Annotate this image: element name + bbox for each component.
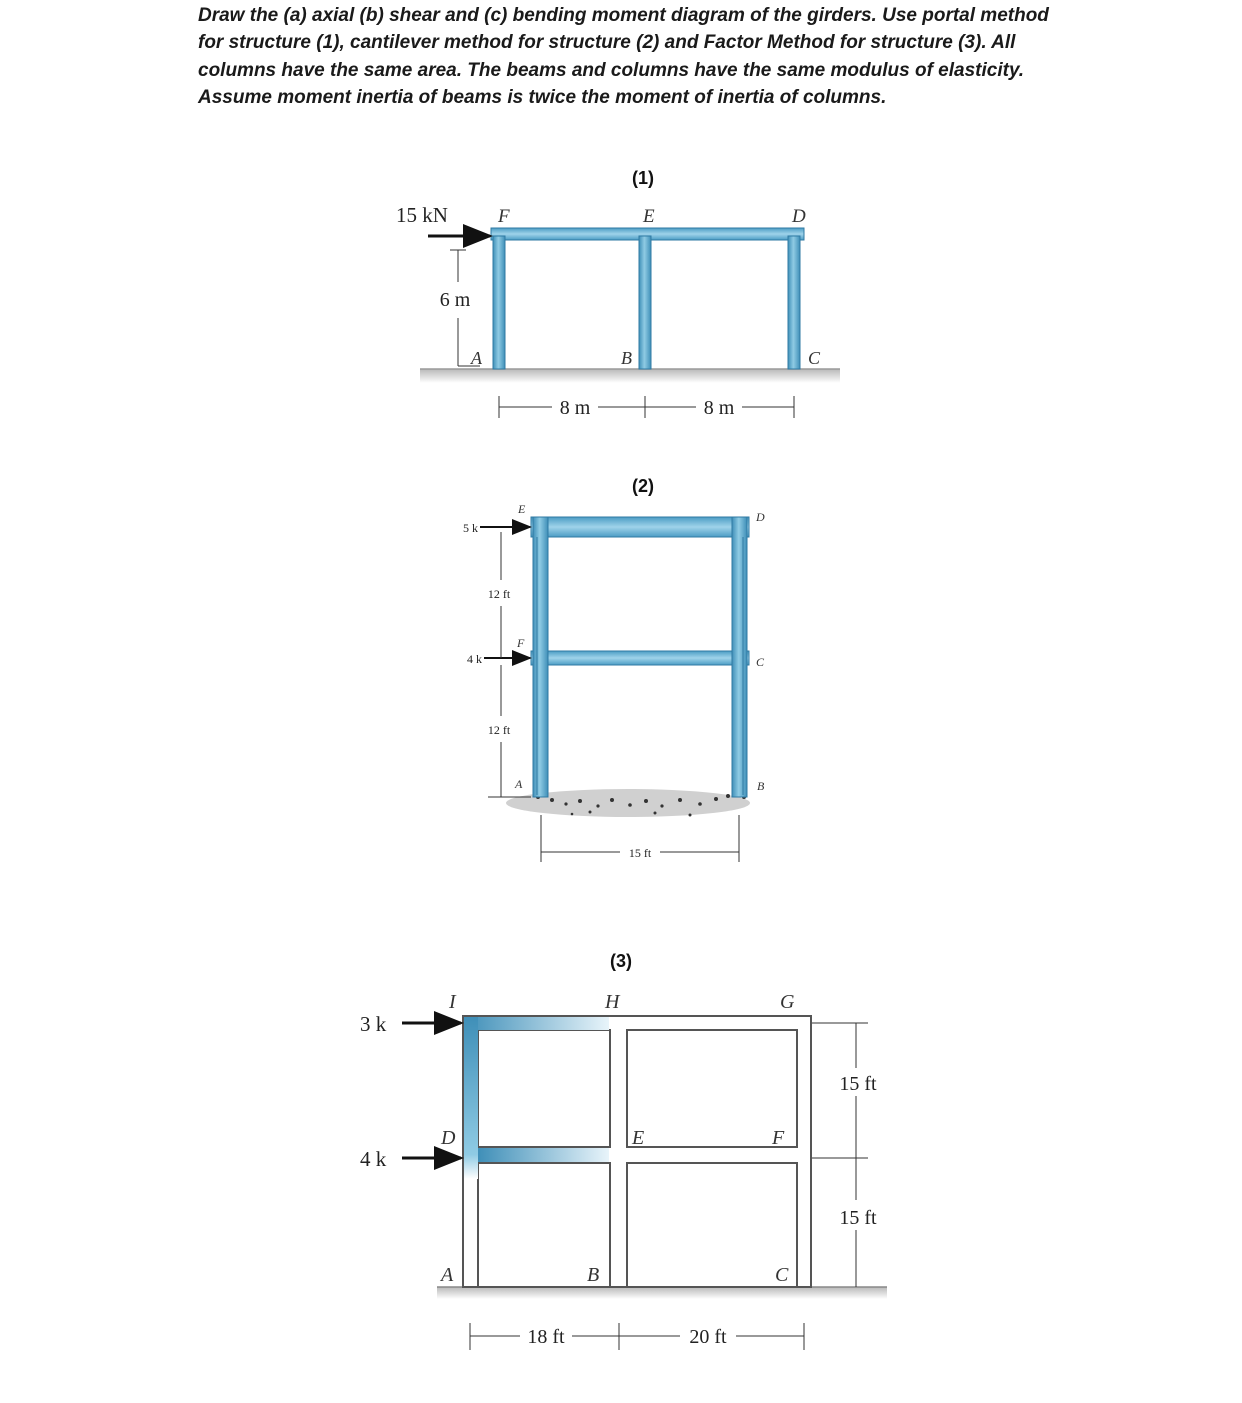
node-I: I [449,991,456,1013]
node-B: B [757,779,765,793]
structure-3 [360,951,887,1350]
story-upper-label: 12 ft [487,587,511,601]
node-E: E [632,1127,645,1149]
node-G: G [780,991,795,1013]
span-left-label: 18 ft [527,1326,565,1348]
column-BE [639,236,651,369]
beam-DE-shaded [478,1148,609,1162]
span-right-label: 20 ft [689,1326,727,1348]
ground [437,1287,887,1299]
node-C: C [808,348,821,368]
beam-FC [531,651,749,665]
load-top-label: 3 k [360,1012,387,1036]
load-mid-label: 4 k [467,652,482,666]
story-upper-label: 15 ft [839,1073,877,1095]
load-label: 15 kN [396,203,448,227]
node-B: B [587,1264,600,1286]
structure-1-heading: (1) [632,168,654,188]
node-C: C [775,1264,789,1286]
node-D: D [756,510,765,524]
span-left-label: 8 m [559,397,591,419]
node-H: H [605,991,620,1013]
span-right-label: 8 m [703,397,735,419]
load-mid-label: 4 k [360,1147,387,1171]
node-F: F [498,206,510,227]
column-CD [788,236,800,369]
span-label: 15 ft [628,846,652,860]
structure-2-heading: (2) [632,476,654,496]
structure-2 [463,476,765,862]
story-lower-label: 15 ft [839,1207,877,1229]
node-C: C [756,655,765,669]
height-label: 6 m [439,289,471,311]
node-F: F [517,636,525,650]
column-BD [732,517,747,797]
story-lower-label: 12 ft [487,723,511,737]
node-D: D [441,1127,456,1149]
column-AF [493,236,505,369]
column-DI-shaded [464,1017,478,1179]
column-AE [533,517,548,797]
node-A: A [441,1264,454,1286]
node-A: A [471,348,482,368]
node-D: D [792,206,806,227]
node-A: A [515,777,523,791]
beam-IH-shaded [464,1017,609,1030]
node-F: F [772,1127,785,1149]
beam-ED [531,517,749,537]
node-E: E [518,502,526,516]
node-E: E [643,206,655,227]
node-B: B [621,348,632,368]
problem-statement: Draw the (a) axial (b) shear and (c) bending moment diagram of the girders. Use portal method for structure (1), cantilever method for structure (2) and Factor Method for structure (3). All columns have the same area. The beams and columns have the same modulus of elasticity. Assume moment inertia of beams is twice the moment of inertia of columns. [198,5,1049,108]
structure-1 [396,168,840,419]
structure-3-heading: (3) [610,951,632,971]
ground [420,369,840,383]
load-top-label: 5 k [463,521,478,535]
